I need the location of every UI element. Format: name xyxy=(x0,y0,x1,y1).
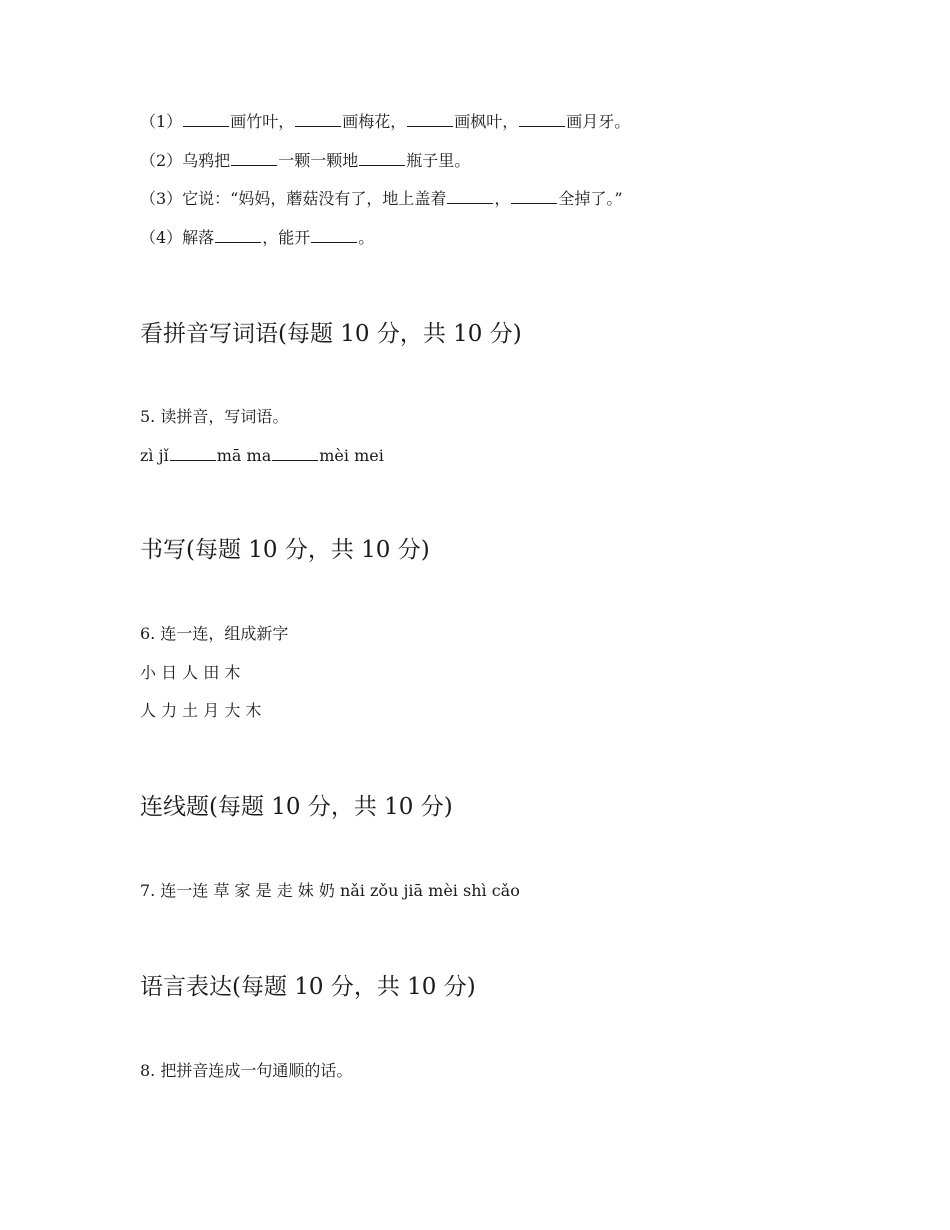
q4-line-2 xyxy=(140,150,470,172)
q4-line-2-prefix: （2）乌鸦把 xyxy=(140,151,231,170)
q5-pinyin-line xyxy=(140,445,384,467)
answer-blank[interactable] xyxy=(272,445,318,461)
answer-blank[interactable] xyxy=(231,150,277,166)
q4-line-1-text-c: 画梅花， xyxy=(342,112,407,131)
answer-blank[interactable] xyxy=(519,111,565,127)
answer-blank[interactable] xyxy=(183,111,229,127)
q4-line-1-text-e: 画月牙。 xyxy=(566,112,631,131)
q4-line-4-prefix: （4）解落 xyxy=(140,228,215,247)
answer-blank[interactable] xyxy=(407,111,453,127)
q7-line: 7. 连一连 草 家 是 走 妹 奶 nǎi zǒu jiā mèi shì cǎo xyxy=(140,881,520,900)
q4-line-3-text-b: ， xyxy=(494,189,511,208)
q5-title: 5. 读拼音，写词语。 xyxy=(140,407,289,426)
answer-blank[interactable] xyxy=(295,111,341,127)
answer-blank[interactable] xyxy=(311,227,357,243)
answer-blank[interactable] xyxy=(359,150,405,166)
q6-row-2: 人 力 土 月 大 木 xyxy=(140,701,262,720)
q4-line-1-text-d: 画枫叶， xyxy=(454,112,519,131)
q6-row-1: 小 日 人 田 木 xyxy=(140,663,241,682)
answer-blank[interactable] xyxy=(511,188,557,204)
q4-line-1-prefix: （1） xyxy=(140,112,183,131)
section-heading-writing: 书写(每题 10 分，共 10 分) xyxy=(140,537,430,563)
q4-line-4 xyxy=(140,227,374,249)
q5-pinyin-b: mā ma xyxy=(216,446,272,465)
q5-pinyin-c: mèi mei xyxy=(319,446,384,465)
q4-line-1 xyxy=(140,111,630,133)
q4-line-3-prefix: （3）它说：“妈妈，蘑菇没有了，地上盖着 xyxy=(140,189,447,208)
q4-line-2-text-b: 一颗一颗地 xyxy=(278,151,359,170)
section-heading-expression: 语言表达(每题 10 分，共 10 分) xyxy=(140,974,476,1000)
q5-pinyin-a: zì jǐ xyxy=(140,446,169,465)
answer-blank[interactable] xyxy=(447,188,493,204)
q4-line-3 xyxy=(140,188,623,210)
section-heading-matching: 连线题(每题 10 分，共 10 分) xyxy=(140,794,453,820)
q4-line-4-text-c: 。 xyxy=(358,228,375,247)
q4-line-4-text-b: ，能开 xyxy=(262,228,311,247)
q8-title: 8. 把拼音连成一句通顺的话。 xyxy=(140,1061,353,1080)
section-heading-pinyin: 看拼音写词语(每题 10 分，共 10 分) xyxy=(140,321,522,347)
q6-title: 6. 连一连，组成新字 xyxy=(140,624,289,643)
q4-line-1-text-b: 画竹叶， xyxy=(230,112,295,131)
q4-line-3-text-c: 全掉了。” xyxy=(558,189,623,208)
answer-blank[interactable] xyxy=(215,227,261,243)
q4-line-2-text-c: 瓶子里。 xyxy=(406,151,471,170)
answer-blank[interactable] xyxy=(170,445,216,461)
